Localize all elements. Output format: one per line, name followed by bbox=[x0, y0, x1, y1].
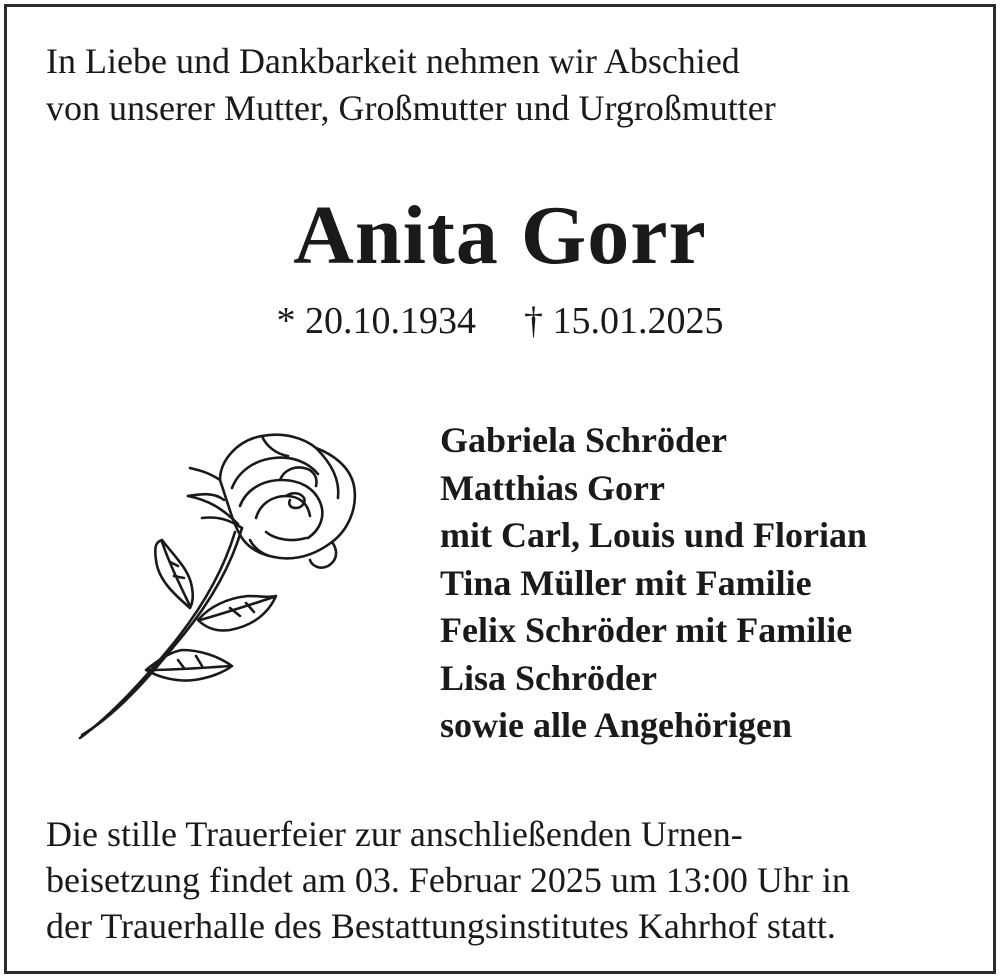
family-member: Lisa Schröder bbox=[440, 657, 658, 698]
family-member: Matthias Gorr bbox=[440, 467, 665, 508]
family-member: sowie alle Angehörigen bbox=[440, 705, 792, 745]
funeral-notice-line-1: Die stille Trauerfeier zur anschließenden Urnen- bbox=[46, 814, 743, 854]
intro-line-1: In Liebe und Dankbarkeit nehmen wir Abschied bbox=[46, 41, 740, 81]
birth-date: * 20.10.1934 bbox=[276, 300, 476, 342]
intro-text bbox=[46, 38, 776, 132]
family-member: Tina Müller mit Familie bbox=[440, 562, 812, 603]
family-member: Felix Schröder mit Familie bbox=[440, 610, 853, 650]
death-date: † 15.01.2025 bbox=[524, 300, 724, 342]
rose-icon bbox=[70, 420, 370, 750]
funeral-notice bbox=[46, 811, 850, 949]
family-list bbox=[440, 417, 867, 750]
funeral-notice-line-3: der Trauerhalle des Bestattungsinstitutes Kahrhof statt. bbox=[46, 906, 836, 946]
life-dates bbox=[0, 298, 1000, 344]
intro-line-2: von unserer Mutter, Großmutter und Urgroßmutter bbox=[46, 88, 776, 128]
funeral-notice-line-2: beisetzung findet am 03. Februar 2025 um 13:00 Uhr in bbox=[46, 860, 850, 900]
family-member: mit Carl, Louis und Florian bbox=[440, 515, 868, 555]
family-member: Gabriela Schröder bbox=[440, 420, 727, 460]
deceased-name: Anita Gorr bbox=[293, 189, 707, 282]
